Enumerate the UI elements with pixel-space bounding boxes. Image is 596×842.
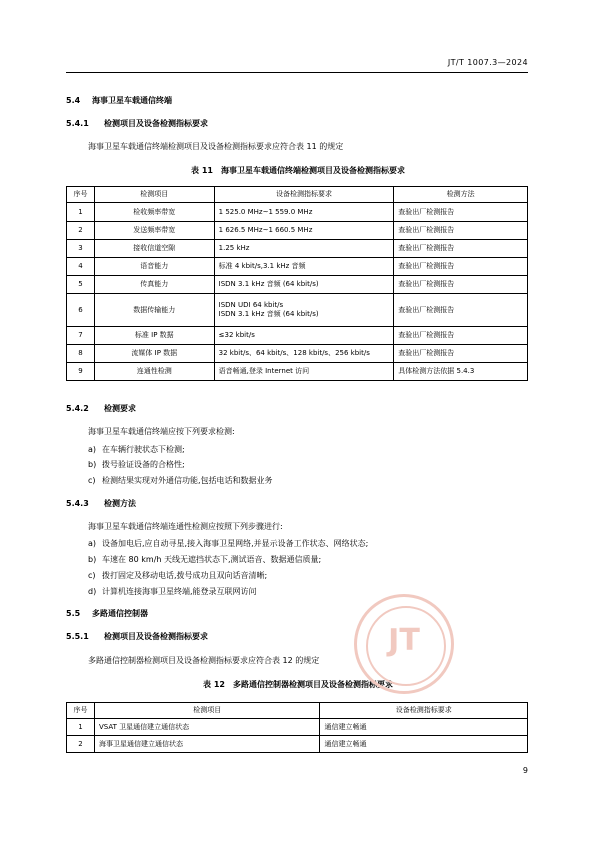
doc-number: JT/T 1007.3—2024	[447, 58, 528, 67]
section-5-5-1-heading: 5.5.1 检测项目及设备检测指标要求	[66, 632, 208, 641]
list-item: b) 车速在 80 km/h 天线无遮挡状态下,测试语音、数据通信质量;	[88, 555, 322, 564]
page-header	[66, 58, 528, 73]
table-row: 1 检收频率带宽 1 525.0 MHz~1 559.0 MHz 查验出厂检测报告	[67, 203, 528, 222]
list-item: d) 计算机连接海事卫星终端,能登录互联网访问	[88, 587, 257, 596]
table-11-caption: 表 11 海事卫星车载通信终端检测项目及设备检测指标要求	[191, 166, 405, 175]
table-11-header-no: 序号	[67, 187, 95, 203]
table-12-header-req: 设备检测指标要求	[320, 703, 528, 719]
section-5-4-heading: 5.4 海事卫星车载通信终端	[66, 96, 172, 105]
paragraph-5-4-3: 海事卫星车载通信终端连通性检测应按照下列步骤进行:	[88, 522, 283, 531]
table-11-header-item: 检测项目	[94, 187, 214, 203]
section-5-4-1-heading: 5.4.1 检测项目及设备检测指标要求	[66, 119, 208, 128]
table-row: 1 VSAT 卫星通信建立通信状态 通信建立畅通	[67, 719, 528, 736]
table-row: 6 数据传输能力 ISDN UDI 64 kbit/s ISDN 3.1 kHz 音频 (64 kbit/s) 查验出厂检测报告	[67, 294, 528, 327]
table-row: 8 流媒体 IP 数据 32 kbit/s、64 kbit/s、128 kbit/s、256 kbit/s 查验出厂检测报告	[67, 345, 528, 363]
section-5-4-2-heading: 5.4.2 检测要求	[66, 404, 136, 413]
table-row: 2 海事卫星通信建立通信状态 通信建立畅通	[67, 736, 528, 753]
table-12-header-item: 检测项目	[94, 703, 320, 719]
section-5-4-3-heading: 5.4.3 检测方法	[66, 499, 136, 508]
list-item: b) 拨号验证设备的合格性;	[88, 460, 185, 469]
table-row: 9 连通性检测 语音畅通,登录 Internet 访问 具体检测方法依据 5.4.3	[67, 363, 528, 381]
paragraph-5-5-1: 多路通信控制器检测项目及设备检测指标要求应符合表 12 的规定	[88, 656, 320, 665]
table-11-header-method: 检测方法	[394, 187, 528, 203]
list-item: a) 设备加电后,应自动寻星,接入海事卫星网络,并显示设备工作状态、网络状态;	[88, 539, 369, 548]
table-11	[66, 186, 528, 381]
table-12	[66, 702, 528, 753]
table-row: 5 传真能力 ISDN 3.1 kHz 音频 (64 kbit/s) 查验出厂检测报告	[67, 276, 528, 294]
table-12-header-no: 序号	[67, 703, 95, 719]
table-row: 3 接收信道空隙 1.25 kHz 查验出厂检测报告	[67, 240, 528, 258]
page-number: 9	[522, 766, 528, 775]
jt-watermark-stamp	[354, 594, 454, 694]
list-item: c) 拨打固定及移动电话,拨号成功且双向话音清晰;	[88, 571, 268, 580]
list-item: a) 在车辆行驶状态下检测;	[88, 445, 185, 454]
paragraph-5-4-1: 海事卫星车载通信终端检测项目及设备检测指标要求应符合表 11 的规定	[88, 142, 344, 151]
section-5-5-heading: 5.5 多路通信控制器	[66, 609, 148, 618]
table-11-header-req: 设备检测指标要求	[214, 187, 394, 203]
table-row: 7 标准 IP 数据 ≤32 kbit/s 查验出厂检测报告	[67, 327, 528, 345]
stamp-text: JT	[388, 623, 420, 658]
table-12-caption: 表 12 多路通信控制器检测项目及设备检测指标要求	[203, 680, 393, 689]
paragraph-5-4-2: 海事卫星车载通信终端应按下列要求检测:	[88, 427, 235, 436]
table-row: 4 语音能力 标准 4 kbit/s,3.1 kHz 音频 查验出厂检测报告	[67, 258, 528, 276]
table-row: 2 发送频率带宽 1 626.5 MHz~1 660.5 MHz 查验出厂检测报告	[67, 222, 528, 240]
list-item: c) 检测结果实现对外通信功能,包括电话和数据业务	[88, 476, 273, 485]
